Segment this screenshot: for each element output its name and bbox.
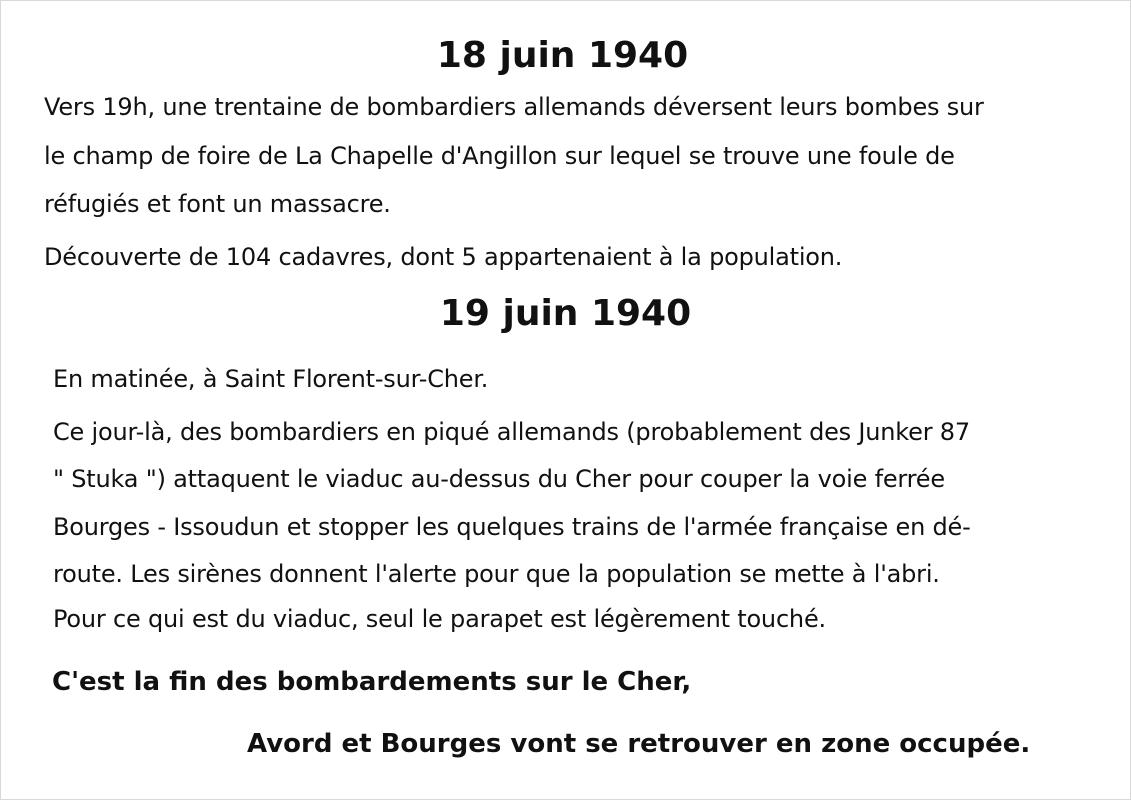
heading-19-juin-1940: 19 juin 1940 <box>439 293 692 334</box>
section1-line-1: Vers 19h, une trentaine de bombardiers allemands déversent leurs bombes sur <box>44 93 984 121</box>
section2-line-4: Bourges - Issoudun et stopper les quelques trains de l'armée française en dé- <box>53 513 971 541</box>
section2-line-1: En matinée, à Saint Florent-sur-Cher. <box>53 365 489 393</box>
section2-line-2: Ce jour-là, des bombardiers en piqué allemands (probablement des Junker 87 <box>53 418 970 446</box>
section2-line-3: " Stuka ") attaquent le viaduc au-dessus du Cher pour couper la voie ferrée <box>53 465 945 493</box>
section1-line-2: le champ de foire de La Chapelle d'Angillon sur lequel se trouve une foule de <box>44 142 955 170</box>
section1-line-4: Découverte de 104 cadavres, dont 5 appartenaient à la population. <box>44 243 843 271</box>
heading-18-juin-1940: 18 juin 1940 <box>436 35 689 76</box>
section2-line-6: Pour ce qui est du viaduc, seul le parapet est légèrement touché. <box>53 605 826 633</box>
conclusion-line-2: Avord et Bourges vont se retrouver en zone occupée. <box>247 729 1031 759</box>
conclusion-line-1: C'est la fin des bombardements sur le Cher, <box>52 667 692 697</box>
section2-line-5: route. Les sirènes donnent l'alerte pour que la population se mette à l'abri. <box>53 560 940 588</box>
section1-line-3: réfugiés et font un massacre. <box>44 190 391 218</box>
